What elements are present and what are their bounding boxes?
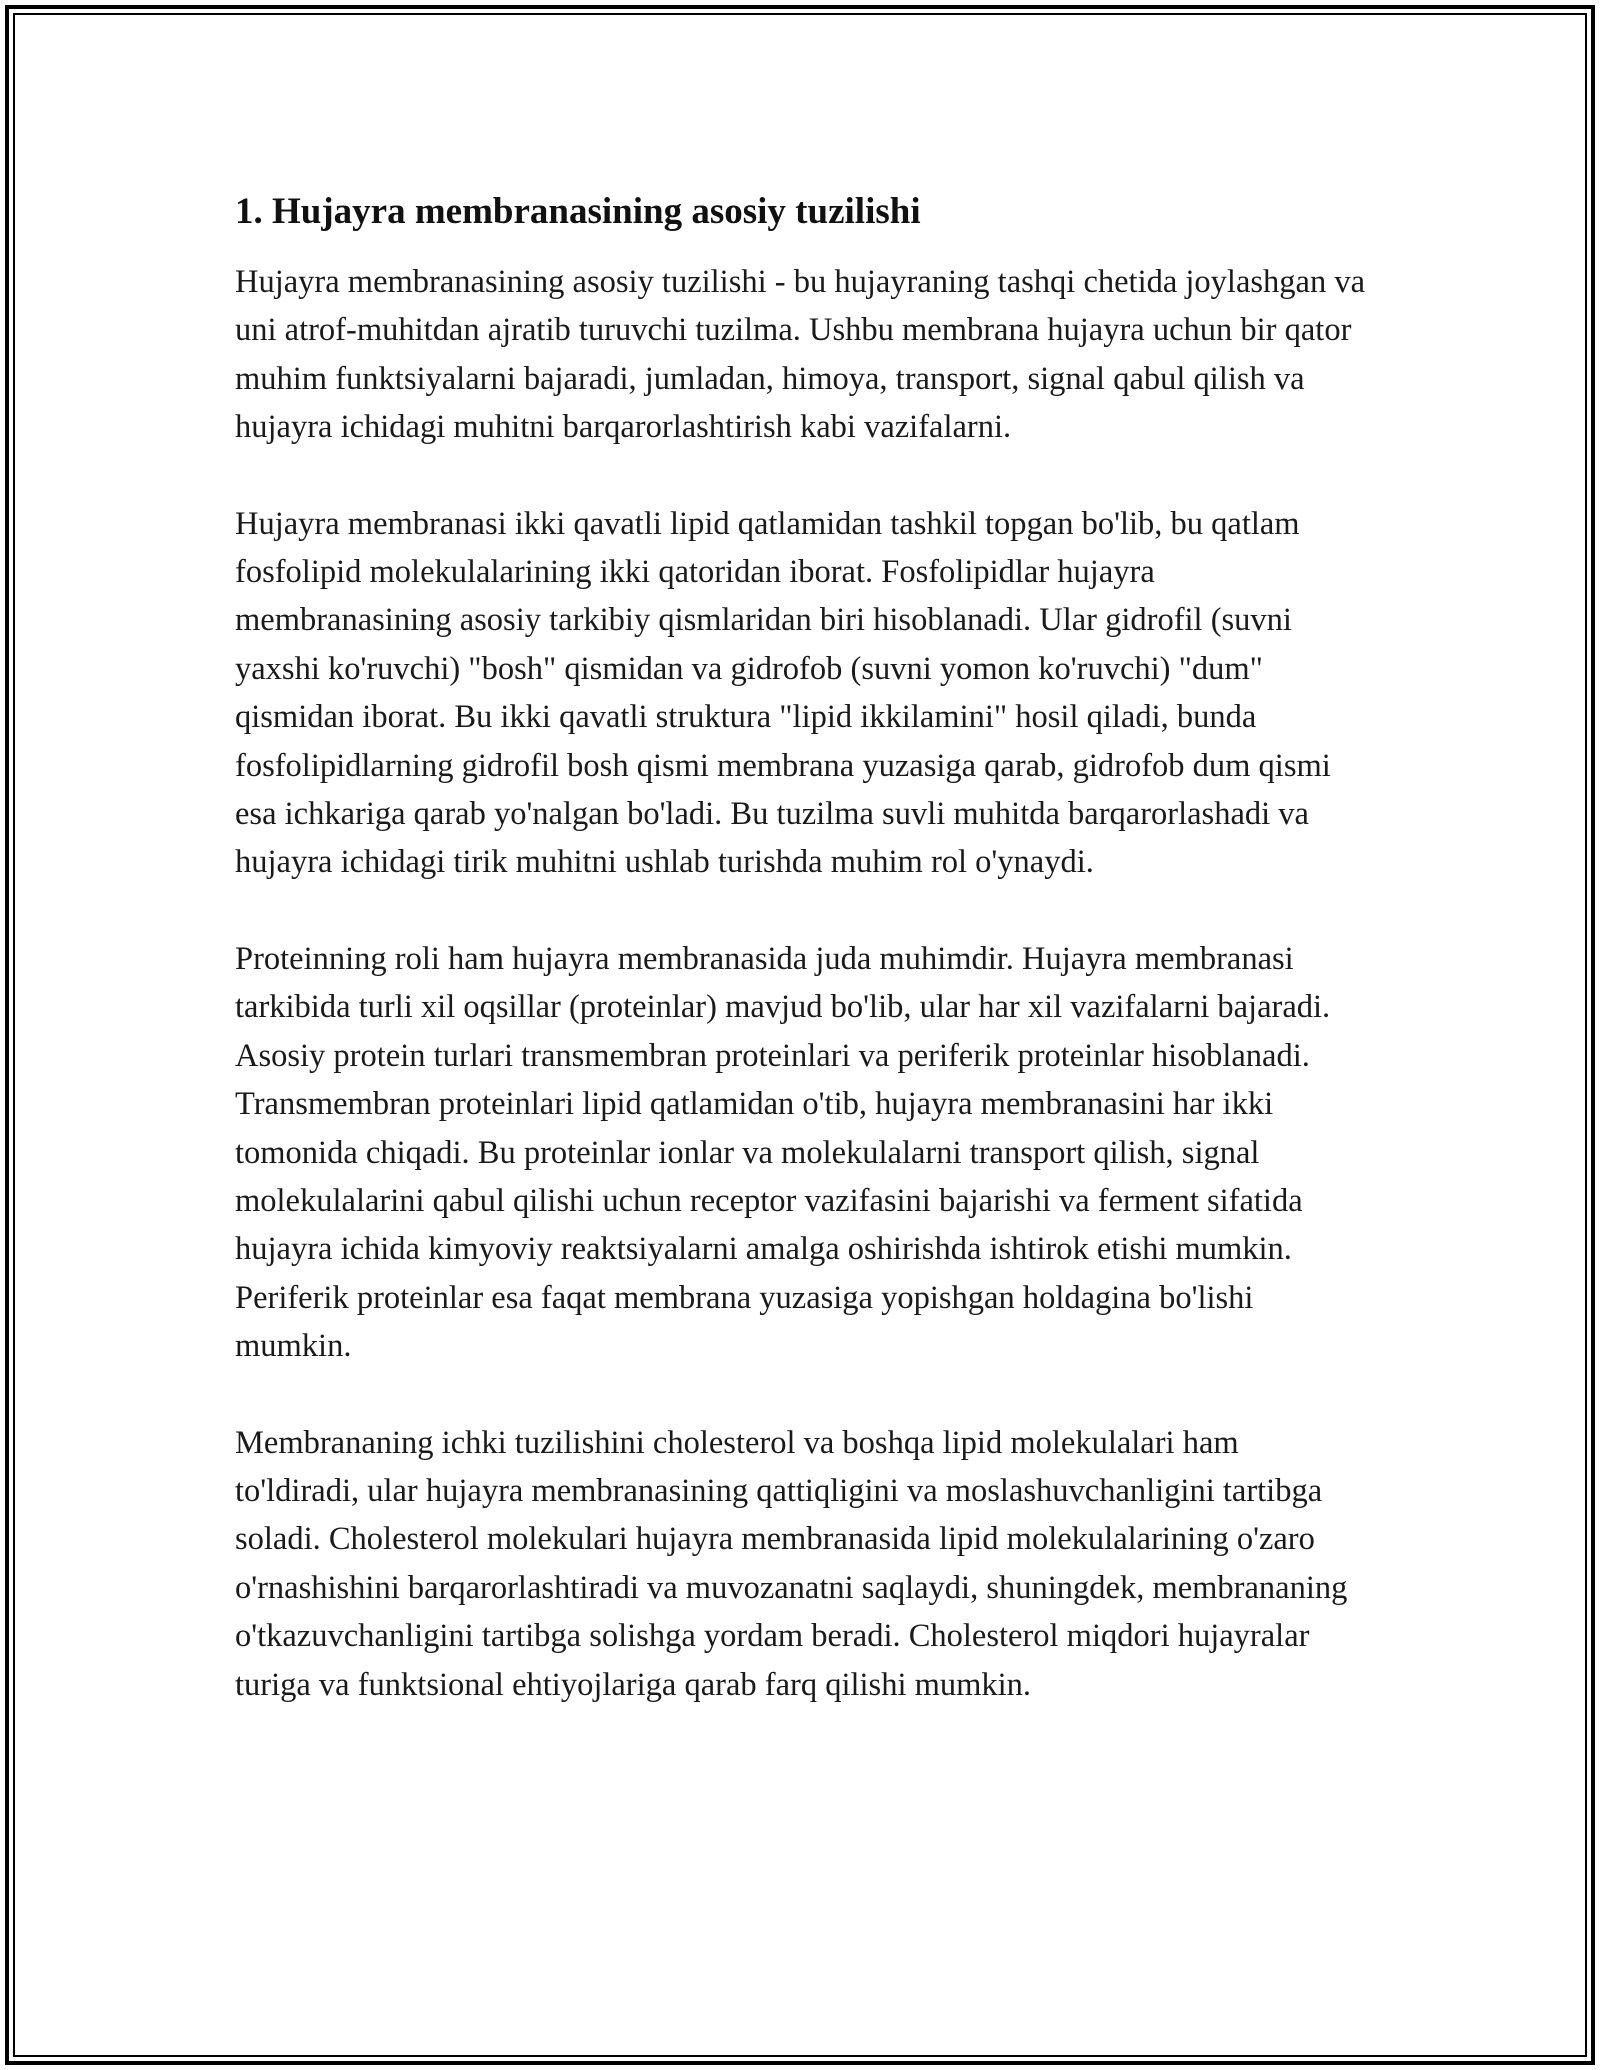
document-body: [235, 188, 1365, 1757]
paragraph-lipid-bilayer: Hujayra membranasi ikki qavatli lipid qatlamidan tashkil topgan bo'lib, bu qatlam fosfolipid molekulalarining ikki qatoridan iborat. Fosfolipidlar hujayra membranasining asosiy tarkibiy qismlaridan biri hisoblanadi. Ular gidrofil (suvni yaxshi ko'ruvchi) "bosh" qismidan va gidrofob (suvni yomon ko'ruvchi) "dum" qismidan iborat. Bu ikki qavatli struktura "lipid ikkilamini" hosil qiladi, bunda fosfolipidlarning gidrofil bosh qismi membrana yuzasiga qarab, gidrofob dum qismi esa ichkariga qarab yo'nalgan bo'ladi. Bu tuzilma suvli muhitda barqarorlashadi va hujayra ichidagi tirik muhitni ushlab turishda muhim rol o'ynaydi.: [235, 505, 1331, 881]
section-heading: 1. Hujayra membranasining asosiy tuzilishi: [235, 191, 921, 232]
paragraph-proteins: Proteinning roli ham hujayra membranasida juda muhimdir. Hujayra membranasi tarkibida turli xil oqsillar (proteinlar) mavjud bo'lib, ular har xil vazifalarni bajaradi. Asosiy protein turlari transmembran proteinlari va periferik proteinlar hisoblanadi. Transmembran proteinlari lipid qatlamidan o'tib, hujayra membranasini har ikki tomonida chiqadi. Bu proteinlar ionlar va molekulalarni transport qilish, signal molekulalarini qabul qilishi uchun receptor vazifasini bajarishi va ferment sifatida hujayra ichida kimyoviy reaktsiyalarni amalga oshirishda ishtirok etishi mumkin. Periferik proteinlar esa faqat membrana yuzasiga yopishgan holdagina bo'lishi mumkin.: [235, 940, 1331, 1365]
paragraph-cholesterol: Membrananing ichki tuzilishini cholesterol va boshqa lipid molekulalari ham to'ldiradi, ular hujayra membranasining qattiqligini va moslashuvchanligini tartibga soladi. Cholesterol molekulari hujayra membranasida lipid molekulalarining o'zaro o'rnashishini barqarorlashtiradi va muvozanatni saqlaydi, shuningdek, membrananing o'tkazuvchanligini tartibga solishga yordam beradi. Cholesterol miqdori hujayralar turiga va funktsional ehtiyojlariga qarab farq qilishi mumkin.: [235, 1424, 1348, 1703]
paragraph-intro: Hujayra membranasining asosiy tuzilishi - bu hujayraning tashqi chetida joylashgan va uni atrof-muhitdan ajratib turuvchi tuzilma. Ushbu membrana hujayra uchun bir qator muhim funktsiyalarni bajaradi, jumladan, himoya, transport, signal qabul qilish va hujayra ichidagi muhitni barqarorlashtirish kabi vazifalarni.: [235, 264, 1366, 446]
